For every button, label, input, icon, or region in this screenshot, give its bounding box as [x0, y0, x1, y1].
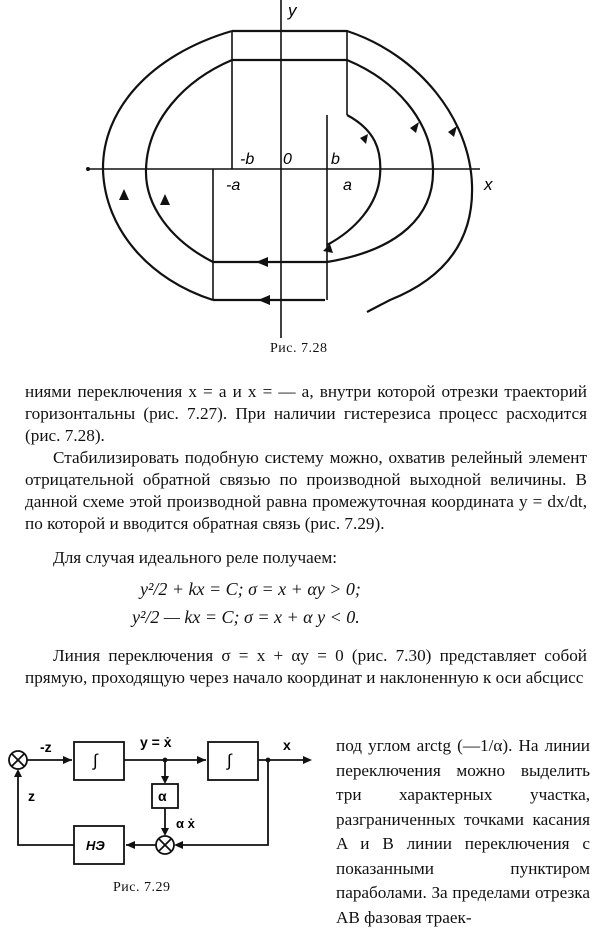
label-zero: 0: [283, 151, 292, 168]
paragraph-1: ниями переключения x = a и x = — a, внутри которой отрезки траекторий горизонтальны (рис. 7.27). При наличии гистерезиса процесс расходится (рис. 7.28).: [25, 382, 587, 445]
paragraph-2: [25, 447, 587, 535]
axis-y-label: y: [288, 1, 297, 20]
arrow-mark: [258, 295, 270, 305]
arrow-mark: [448, 126, 457, 137]
integrator-block-1: [74, 742, 124, 780]
alpha-symbol: α: [158, 788, 167, 804]
outer-trajectory: [232, 31, 472, 312]
label-x-output: x: [283, 737, 291, 753]
integrator-1-symbol: ∫: [93, 751, 98, 770]
label-a: a: [343, 177, 352, 194]
integrator-2-symbol: ∫: [227, 751, 232, 770]
paragraph-5: под углом arctg (—1/α). На линии переключения можно выделить три характерных участка, разграниченных точками касания A и B линии переключения с показанными пунктиром параболами. За пределами отрезка AB фазовая траек-: [336, 736, 590, 927]
figure-7-28: [0, 0, 600, 340]
integrator-block-2: [208, 742, 258, 780]
paragraph-4: [25, 645, 587, 689]
label-neg-a: -a: [226, 177, 241, 194]
nonlinear-element-label: НЭ: [86, 838, 105, 853]
label-z: z: [28, 788, 35, 804]
figure-7-29: [0, 700, 330, 905]
caption-fig-7-29: Рис. 7.29: [113, 880, 171, 895]
arrow-mark: [256, 257, 268, 267]
paragraph-4-text: Линия переключения σ = x + αy = 0 (рис. 7.30) представляет собой прямую, проходящую через начало координат и наклоненную к оси абсцисс: [25, 646, 587, 687]
label-neg-b: -b: [240, 151, 255, 168]
arrow-mark: [360, 134, 368, 144]
arrow-mark: [119, 189, 129, 200]
equation-2: y²/2 — kx = C; σ = x + α y < 0.: [132, 607, 360, 627]
equation-1: y²/2 + kx = C; σ = x + αy > 0;: [140, 579, 361, 599]
arrow-mark: [160, 194, 170, 205]
paragraph-3: [25, 547, 587, 569]
axis-x-label: x: [484, 175, 493, 194]
label-b: b: [331, 151, 340, 168]
caption-fig-7-28: Рис. 7.28: [270, 341, 328, 356]
label-y-eq: y = ẋ: [140, 734, 172, 750]
inner-trajectory: [327, 115, 380, 245]
paragraph-3-text: Для случая идеального реле получаем:: [53, 548, 338, 567]
arrow-mark: [410, 122, 419, 133]
label-alpha-x: α ẋ: [176, 816, 195, 831]
paragraph-2-text: Стабилизировать подобную систему можно, охватив релейный элемент отрицательной обратной связью по производной выходной величины. В данной схеме этой производной равна промежуточная координата y = dx/dt, по которой и вводится обратная связь (рис. 7.29).: [25, 448, 587, 533]
label-neg-z: -z: [40, 739, 52, 755]
